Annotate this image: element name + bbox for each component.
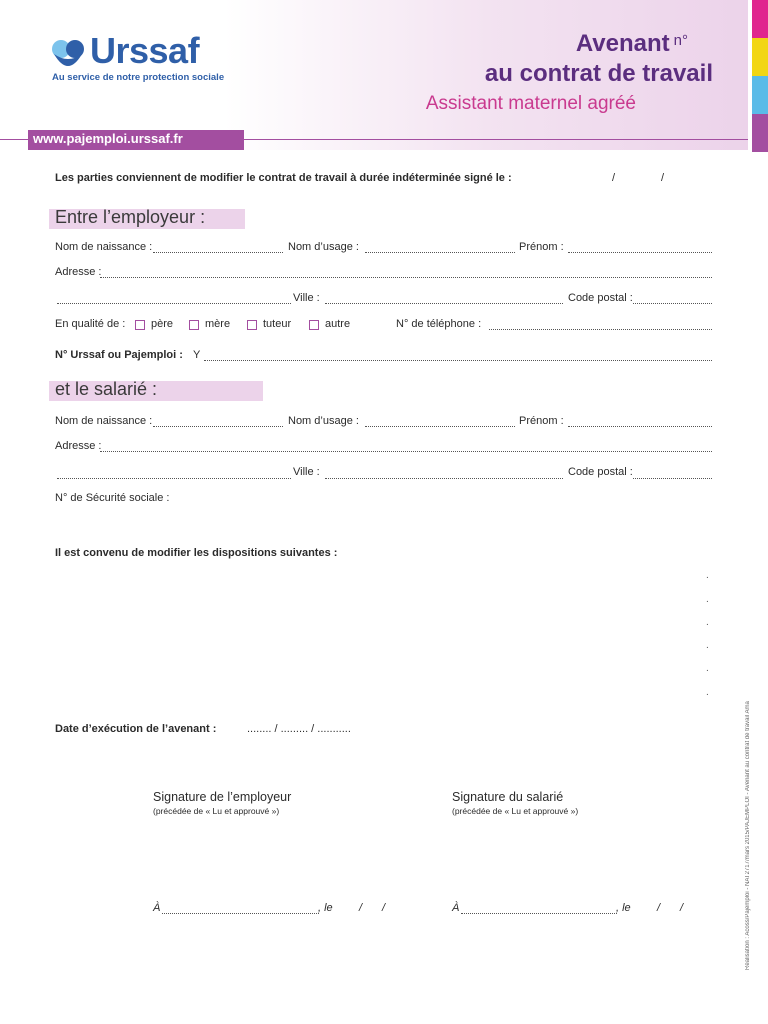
employee-adresse-line2-field[interactable] [57, 477, 291, 479]
dispositions-field[interactable] [55, 565, 710, 705]
employer-place-field[interactable] [162, 912, 319, 914]
logo-tagline: Au service de notre protection sociale [52, 72, 225, 83]
employer-urssaf-prefix: Y [193, 349, 201, 361]
employee-code-postal-field[interactable] [633, 477, 712, 479]
employee-nom-naissance-field[interactable] [153, 425, 283, 427]
employee-nom-usage-field[interactable] [365, 425, 515, 427]
checkbox-mere[interactable] [189, 320, 199, 330]
option-tuteur: tuteur [263, 318, 292, 330]
title-assistant: Assistant maternel agréé [425, 93, 636, 114]
intro-text: Les parties conviennent de modifier le contrat de travail à durée indéterminée signé le : [55, 172, 512, 184]
checkbox-autre[interactable] [309, 320, 319, 330]
employee-date-slash-1: / [657, 902, 661, 914]
employee-ville-field[interactable] [325, 477, 563, 479]
employer-prenom-label: Prénom : [519, 241, 564, 253]
line-tick: . [706, 663, 709, 674]
title-contrat: au contrat de travail [484, 60, 713, 87]
intro-slash-2: / [661, 172, 665, 184]
employee-nom-naissance-label: Nom de naissance : [55, 415, 153, 427]
employer-urssaf-label: N° Urssaf ou Pajemploi : [55, 349, 183, 361]
employer-signature-area[interactable] [153, 820, 403, 895]
employee-prenom-field[interactable] [568, 425, 712, 427]
employee-section-title: et le salarié : [55, 379, 158, 399]
option-pere: père [151, 318, 174, 330]
line-tick: . [706, 594, 709, 605]
employee-ville-label: Ville : [293, 466, 320, 478]
employer-date-slash-1: / [359, 902, 363, 914]
website-link[interactable]: www.pajemploi.urssaf.fr [33, 131, 183, 146]
employee-place-field[interactable] [461, 912, 617, 914]
employer-nom-usage-label: Nom d’usage : [288, 241, 359, 253]
title-avenant [576, 30, 688, 58]
employer-ville-label: Ville : [293, 292, 320, 304]
employee-secu-label: N° de Sécurité sociale : [55, 492, 170, 504]
employee-prenom-label: Prénom : [519, 415, 564, 427]
option-autre: autre [325, 318, 351, 330]
intro-slash-1: / [612, 172, 616, 184]
employer-date-slash-2: / [382, 902, 386, 914]
employer-telephone-field[interactable] [489, 328, 712, 330]
dispositions-label: Il est convenu de modifier les dispositions suivantes : [55, 547, 338, 559]
employer-signature-subtitle: (précédée de « Lu et approuvé ») [153, 806, 280, 816]
execution-date-field[interactable]: ........ / ......... / ........... [247, 723, 351, 735]
employer-adresse-label: Adresse : [55, 266, 102, 278]
employee-date-slash-2: / [680, 902, 684, 914]
checkbox-pere[interactable] [135, 320, 145, 330]
checkbox-tuteur[interactable] [247, 320, 257, 330]
employer-place-prefix: À [153, 902, 161, 914]
employee-date-label: , le [616, 902, 631, 914]
strip-blue [752, 76, 768, 114]
employee-adresse-field[interactable] [100, 450, 712, 452]
title-number-sup: n° [673, 32, 688, 49]
employee-signature-title: Signature du salarié [452, 790, 564, 804]
title-avenant-text: Avenant [575, 30, 670, 57]
color-strip [752, 0, 768, 152]
line-tick: . [706, 640, 709, 651]
employer-ville-field[interactable] [325, 302, 563, 304]
employer-qualite-label: En qualité de : [55, 318, 126, 330]
employee-adresse-label: Adresse : [55, 440, 102, 452]
line-tick: . [706, 687, 709, 698]
employer-nom-naissance-label: Nom de naissance : [55, 241, 153, 253]
employee-place-prefix: À [452, 902, 460, 914]
strip-yellow [752, 38, 768, 76]
employee-code-postal-label: Code postal : [568, 466, 633, 478]
line-tick: . [706, 570, 709, 581]
option-mere: mère [205, 318, 231, 330]
employer-signature-title: Signature de l’employeur [153, 790, 292, 804]
employee-nom-usage-label: Nom d’usage : [288, 415, 359, 427]
employer-prenom-field[interactable] [568, 251, 712, 253]
strip-purple [752, 114, 768, 152]
employer-code-postal-label: Code postal : [568, 292, 633, 304]
employer-adresse-line2-field[interactable] [57, 302, 291, 304]
side-production-note: Réalisation : Acoss/Pajemploi - NAT2717/mars 2015/PAJEMPLOI - Avenant au contrat de travail Ama [745, 701, 751, 970]
urssaf-logo-icon [50, 38, 86, 72]
employer-date-label: , le [318, 902, 333, 914]
employer-code-postal-field[interactable] [633, 302, 712, 304]
employer-telephone-label: N° de téléphone : [396, 318, 482, 330]
line-tick: . [706, 617, 709, 628]
employer-urssaf-field[interactable] [204, 359, 712, 361]
employee-signature-area[interactable] [452, 820, 702, 895]
employer-adresse-field[interactable] [100, 276, 712, 278]
employer-nom-naissance-field[interactable] [153, 251, 283, 253]
strip-pink [752, 0, 768, 38]
execution-date-label: Date d’exécution de l’avenant : [55, 723, 217, 735]
employer-nom-usage-field[interactable] [365, 251, 515, 253]
logo-word: Urssaf [90, 30, 200, 71]
employee-signature-subtitle: (précédée de « Lu et approuvé ») [452, 806, 579, 816]
employer-section-title: Entre l’employeur : [55, 207, 206, 227]
